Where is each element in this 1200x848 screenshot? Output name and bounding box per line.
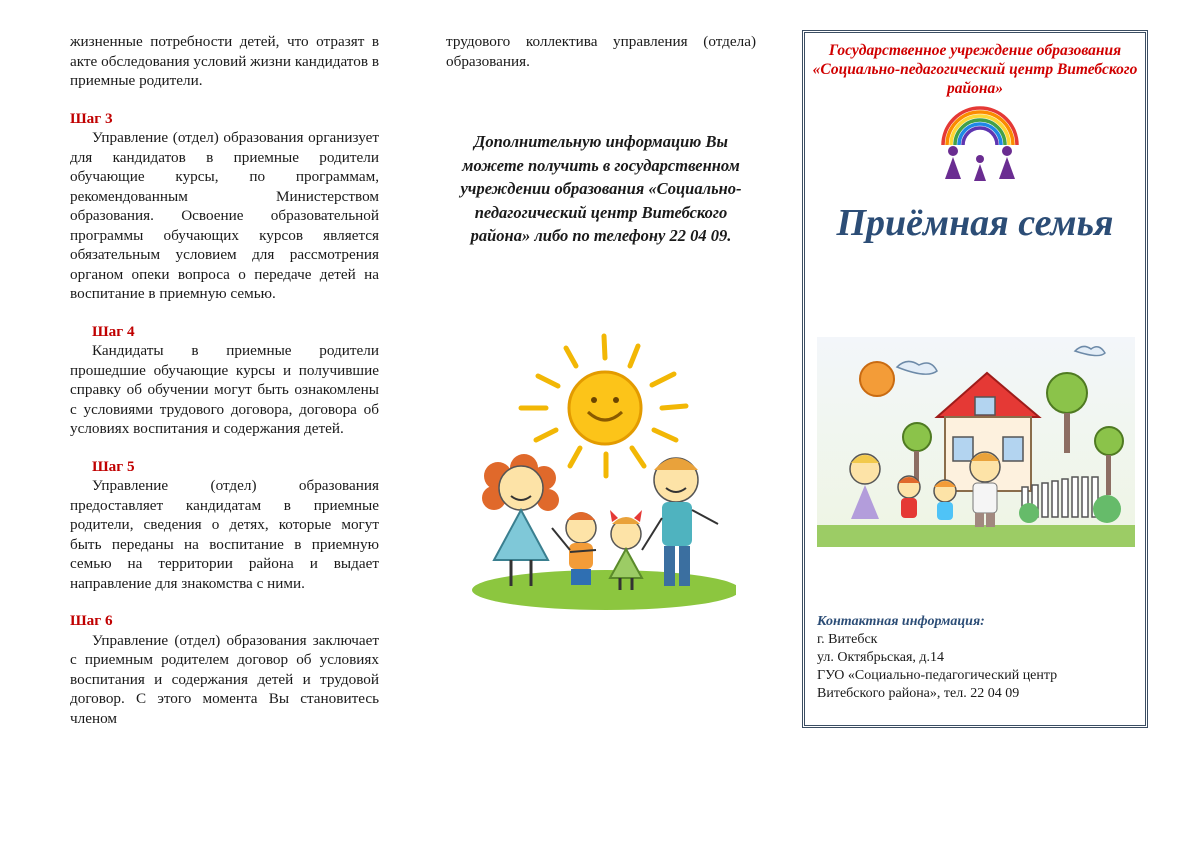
house-family-illustration [817,337,1135,547]
step-3-text: Управление (отдел) образования организует для кандидатов в приемные родители обучающие курсы, по программам, рекомендованным Министерством образования. Освоение образовательной программы обучающих курсов является обязательным условием для рассмотрения органом опеки вопроса о передаче детей на воспитание в приемную семью. [70,129,379,302]
organization-name: Государственное учреждение образования «Социально-педагогический центр Витебского района» [812,42,1138,97]
cover-panel [802,30,1148,728]
contact-line-org: ГУО «Социально-педагогический центр [817,668,1058,683]
step-5-title: Шаг 5 [92,457,135,475]
step-6-title: Шаг 6 [70,612,113,629]
left-column [70,32,379,728]
step-5-text: Управление (отдел) образования предоставляет кандидатам в приемные родители, сведения о детях, которые могут быть переданы на воспитание в приемную семью на территории района и выдает направление для знакомства с ними. [70,477,379,592]
brochure-title: Приёмная семья [836,202,1114,244]
sun-family-illustration [466,328,736,613]
step-4-text: Кандидаты в приемные родители прошедшие обучающие курсы и получившие справку об обучении могут быть ознакомлены с условиями трудового договора, договора об условиях воспитания и содержания детей. [70,342,379,437]
continuation-text: трудового коллектива управления (отдела) образования. [446,33,756,70]
intro-paragraph: жизненные потребности детей, что отразят в акте обследования условий жизни кандидатов в приемные родители. [70,33,379,89]
step-6-text: Управление (отдел) образования заключает с приемным родителем договор об условиях воспитания и содержания детей и трудовой договор. С этого момента Вы становитесь членом [70,631,379,727]
contact-heading: Контактная информация: [817,614,985,629]
contact-block [817,613,1137,703]
step-3-title: Шаг 3 [70,109,113,127]
contact-line-phone: Витебского района», тел. 22 04 09 [817,686,1020,701]
additional-info: Дополнительную информацию Вы можете получить в государственном учреждении образования «Социально-педагогический центр Витебского района» либо по телефону 22 04 09. [460,132,742,245]
contact-line-street: ул. Октябрьская, д.14 [817,650,945,665]
rainbow-family-logo [935,97,1025,187]
contact-line-city: г. Витебск [817,632,878,647]
middle-column [446,32,756,71]
step-4-title: Шаг 4 [92,322,135,340]
